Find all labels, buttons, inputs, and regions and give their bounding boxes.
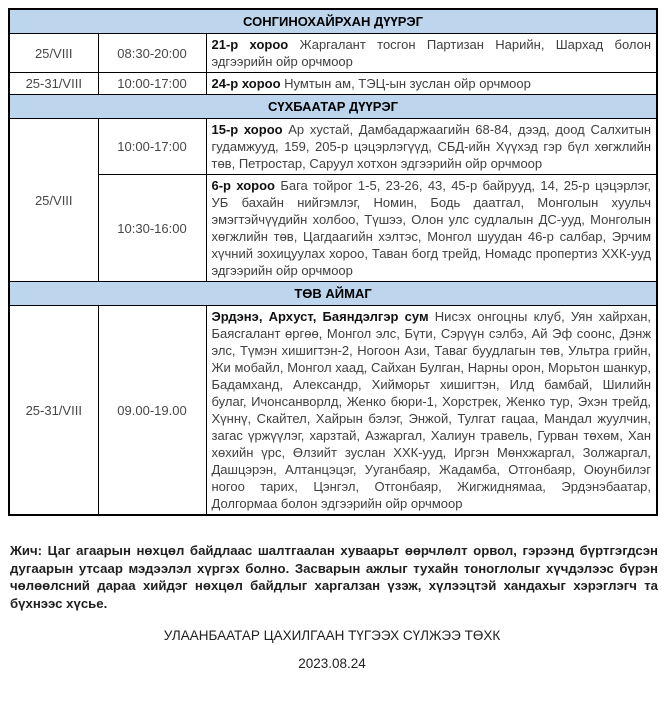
- section-title-sukhbaatar: СҮХБААТАР ДҮҮРЭГ: [9, 95, 657, 119]
- khoroo-label: 21-р хороо: [211, 37, 289, 52]
- section-header-row: [9, 95, 657, 119]
- time-cell: 08:30-20:00: [98, 34, 206, 73]
- area-description-cell: [206, 175, 657, 282]
- outage-schedule-table: [8, 8, 658, 516]
- table-row: [9, 34, 657, 73]
- time-cell: 09.00-19.00: [98, 306, 206, 516]
- notice-paragraph: Жич: Цаг агаарын нөхцөл байдлаас шалтгаалан хуваарьт өөрчлөлт орвол, гэрээнд бүртгэгдсэн дугаарын утсаар мэдээлэл хүргэх болно. Засварын ажлыг тухайн тоноглолыг хүчдэлээс бүрэн чөлөөлсний дараа хийдэг нөхцөл байдлыг харгалзан үзэж, хүлээцтэй хандахыг хэрэглэгч та бүхнээс хүсье.: [10, 543, 658, 611]
- table-row: [9, 119, 657, 175]
- table-row: [9, 175, 657, 282]
- date-cell: 25-31/VIII: [9, 306, 98, 516]
- time-cell: 10:00-17:00: [98, 119, 206, 175]
- section-header-row: [9, 282, 657, 306]
- section-header-row: [9, 9, 657, 34]
- time-cell: 10:30-16:00: [98, 175, 206, 282]
- area-list: Нисэх онгоцны клуб, Уян хайрхан, Баясгалант өргөө, Монгол элс, Бүти, Сэрүүн сэлбэ, Ай Эф соонс, Дэнж элс, Түмэн хишигтэн-2, Ногоон Ази, Таваг буудлагын төв, Ультра грийн, Жи мобайл, Монгол хаад, Сайхан Булган, Нарны орон, Морьтон шанкур, Бадамханд, Александр, Хийморьт хишигтэн, Илд бамбай, Шилийн булаг, Ичонсанворлд, Женко бюри-1, Хорстрек, Женко тур, Эхэн трейд, Хүннү, Скайтел, Хайрын бэлэг, Энжой, Тулгат гацаа, Мандал жуулчин, загас үржүүлэг, харзтай, Азжаргал, Халиун травель, Гурван төхөм, Хан хөхийн үрс, Өлзийт зуслан ХХК-ууд, Иргэн Мөнхжаргал, Золжаргал, Дашцэрэн, Алтанцэцэг, Ууганбаяр, Жадамба, Отгонбаяр, Оюунбилэг ногоо тарих, Цэнгэл, Отгонбаяр, Жигжиднямаа, Эрдэнэбаатар, Долгормаа болон эдгээрийн ойр орчмоор: [211, 309, 652, 511]
- date-cell: 25/VIII: [9, 119, 98, 282]
- area-list: Ар хустай, Дамбадаржаагийн 68-84, дээд, доод Салхитын гудамжууд, 159, 205-р цэцэрлэгүүд, СБД-ийн Хүүхэд гэр бүл хөгжлийн төв, Петростар, Саруул хотхон эдгээрийн ойр орчмоор: [211, 122, 652, 171]
- soum-label: Эрдэнэ, Архуст, Баяндэлгэр сум: [211, 309, 429, 324]
- khoroo-label: 15-р хороо: [211, 122, 283, 137]
- area-description-cell: [206, 306, 657, 516]
- khoroo-label: 24-р хороо: [211, 76, 281, 91]
- area-description-cell: [206, 73, 657, 95]
- area-list: Бага тойрог 1-5, 23-26, 43, 45-р байрууд, 14, 25-р цэцэрлэг, УБ бахайн нийгэмлэг, Номин, Бодь даатгал, Монголын хуульч эмэгтэйчүүдийн холбоо, Түшээ, Олон улс судлалын ДС-ууд, Монголын хөгжлийн төв, Цагдаагийн хэлтэс, Монгол шуудан 46-р салбар, Эрчим хүчний зохицуулах хороо, Таван богд трейд, Номадс пропертиз ХХК-ууд эдгээрийн ойр орчмоор: [211, 178, 652, 278]
- area-description-cell: [206, 119, 657, 175]
- section-title-songinokhairkhan: СОНГИНОХАЙРХАН ДҮҮРЭГ: [9, 9, 657, 34]
- area-list: Жаргалант тосгон Партизан Нарийн, Шархад болон эдгээрийн ойр орчмоор: [211, 37, 652, 69]
- area-list: Нумтын ам, ТЭЦ-ын зуслан ойр орчмоор: [284, 76, 531, 91]
- organization-name: УЛААНБААТАР ЦАХИЛГААН ТҮГЭЭХ СҮЛЖЭЭ ТӨХК: [163, 628, 501, 643]
- table-row: [9, 306, 657, 516]
- section-title-tuv-aimag: ТӨВ АЙМАГ: [9, 282, 657, 306]
- table-row: [9, 73, 657, 95]
- area-description-cell: [206, 34, 657, 73]
- time-cell: 10:00-17:00: [98, 73, 206, 95]
- document-date: 2023.08.24: [298, 656, 366, 671]
- date-cell: 25-31/VIII: [9, 73, 98, 95]
- date-cell: 25/VIII: [9, 34, 98, 73]
- khoroo-label: 6-р хороо: [211, 178, 275, 193]
